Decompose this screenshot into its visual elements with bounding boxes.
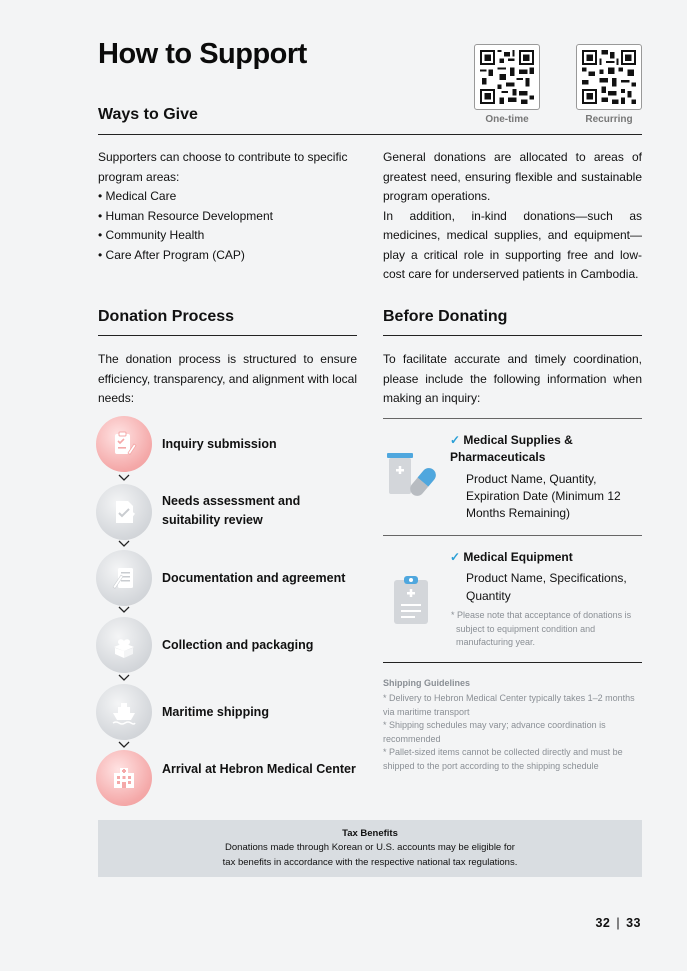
step-label: Inquiry submission bbox=[162, 437, 277, 451]
process-step bbox=[96, 617, 366, 673]
process-heading: Donation Process bbox=[98, 308, 235, 325]
divider bbox=[98, 134, 642, 135]
chevron-down-icon bbox=[118, 674, 130, 682]
chevron-down-icon bbox=[118, 606, 130, 614]
step-label: Collection and packaging bbox=[162, 638, 314, 652]
step-label: Needs assessment and suitability review bbox=[162, 494, 301, 527]
divider bbox=[383, 335, 642, 336]
process-intro: The donation process is structured to ensure efficiency, transparency, and alignment with local needs: bbox=[98, 352, 357, 405]
ways-intro: Supporters can choose to contribute to specific program areas: bbox=[98, 150, 348, 184]
step-label: Arrival at Hebron Medical Center bbox=[162, 762, 356, 776]
list-item: • Medical Care bbox=[98, 187, 360, 207]
list-item: • Community Health bbox=[98, 226, 360, 246]
item-text: Product Name, Quantity, Expiration Date (Minimum 12 Months Remaining) bbox=[466, 472, 621, 520]
process-step bbox=[96, 750, 366, 806]
item-title: ✓ Medical Equipment bbox=[450, 550, 573, 564]
list-item: • Care After Program (CAP) bbox=[98, 246, 360, 266]
document-check-icon bbox=[96, 484, 152, 540]
process-step bbox=[96, 684, 366, 740]
heart-box-icon bbox=[96, 617, 152, 673]
process-step bbox=[96, 416, 366, 472]
ways-heading: Ways to Give bbox=[98, 106, 198, 123]
qr-recurring[interactable] bbox=[576, 44, 642, 125]
tax-benefits-box bbox=[98, 820, 642, 877]
page-separator: | bbox=[616, 916, 621, 930]
general-donations-text: General donations are allocated to areas of greatest need, ensuring flexible and sustainable program operations. bbox=[383, 150, 642, 203]
step-label: Documentation and agreement bbox=[162, 571, 346, 585]
tax-text: tax benefits in accordance with the respective national tax regulations. bbox=[222, 856, 518, 868]
divider bbox=[383, 535, 642, 536]
page-title: How to Support bbox=[98, 38, 307, 70]
shipping-item: * Delivery to Hebron Medical Center typically takes 1–2 months via maritime transport bbox=[383, 693, 635, 717]
check-icon: ✓ bbox=[450, 550, 464, 564]
in-kind-donations-text: In addition, in-kind donations—such as medicines, medical supplies, and equipment—play a critical role in supporting free and low-cost care for underserved patients in Cambodia. bbox=[383, 208, 642, 281]
tax-title: Tax Benefits bbox=[342, 828, 398, 839]
tax-text: Donations made through Korean or U.S. accounts may be eligible for bbox=[225, 842, 515, 853]
page-number-left: 32 bbox=[595, 916, 611, 930]
ways-intro-block bbox=[98, 148, 360, 265]
equipment-note: * Please note that acceptance of donations is subject to equipment condition and manufacturing year. bbox=[451, 610, 632, 647]
shipping-item: * Shipping schedules may vary; advance coordination is recommended bbox=[383, 720, 606, 744]
shipping-guidelines bbox=[383, 692, 645, 774]
chevron-down-icon bbox=[118, 540, 130, 548]
hospital-icon bbox=[96, 750, 152, 806]
qr-label: Recurring bbox=[585, 114, 633, 125]
divider bbox=[383, 418, 642, 419]
chevron-down-icon bbox=[118, 474, 130, 482]
before-heading: Before Donating bbox=[383, 308, 508, 325]
divider bbox=[98, 335, 357, 336]
qr-code-icon bbox=[576, 44, 642, 110]
general-donations-block bbox=[383, 148, 642, 285]
divider bbox=[383, 662, 642, 663]
item-title: ✓ Medical Supplies & Pharmaceuticals bbox=[450, 433, 573, 464]
chevron-down-icon bbox=[118, 741, 130, 749]
check-icon: ✓ bbox=[450, 433, 464, 447]
item-text: Product Name, Specifications, Quantity bbox=[466, 571, 627, 603]
program-areas-list bbox=[98, 187, 360, 265]
ship-icon bbox=[96, 684, 152, 740]
shipping-item: * Pallet-sized items cannot be collected directly and must be shipped to the port according to the shipping schedule bbox=[383, 747, 623, 771]
list-item: • Human Resource Development bbox=[98, 207, 360, 227]
qr-one-time[interactable] bbox=[474, 44, 540, 125]
qr-label: One-time bbox=[485, 114, 529, 125]
medicine-icon bbox=[385, 450, 439, 502]
step-label: Maritime shipping bbox=[162, 705, 269, 719]
page-number-right: 33 bbox=[626, 916, 641, 930]
checklist-pen-icon bbox=[96, 416, 152, 472]
shipping-title: Shipping Guidelines bbox=[383, 678, 471, 688]
page-numbers bbox=[595, 916, 641, 930]
process-step bbox=[96, 550, 366, 606]
document-pen-icon bbox=[96, 550, 152, 606]
before-intro: To facilitate accurate and timely coordination, please include the following information when making an inquiry: bbox=[383, 352, 642, 405]
qr-code-icon bbox=[474, 44, 540, 110]
process-step bbox=[96, 484, 366, 540]
clipboard-icon bbox=[392, 574, 432, 626]
